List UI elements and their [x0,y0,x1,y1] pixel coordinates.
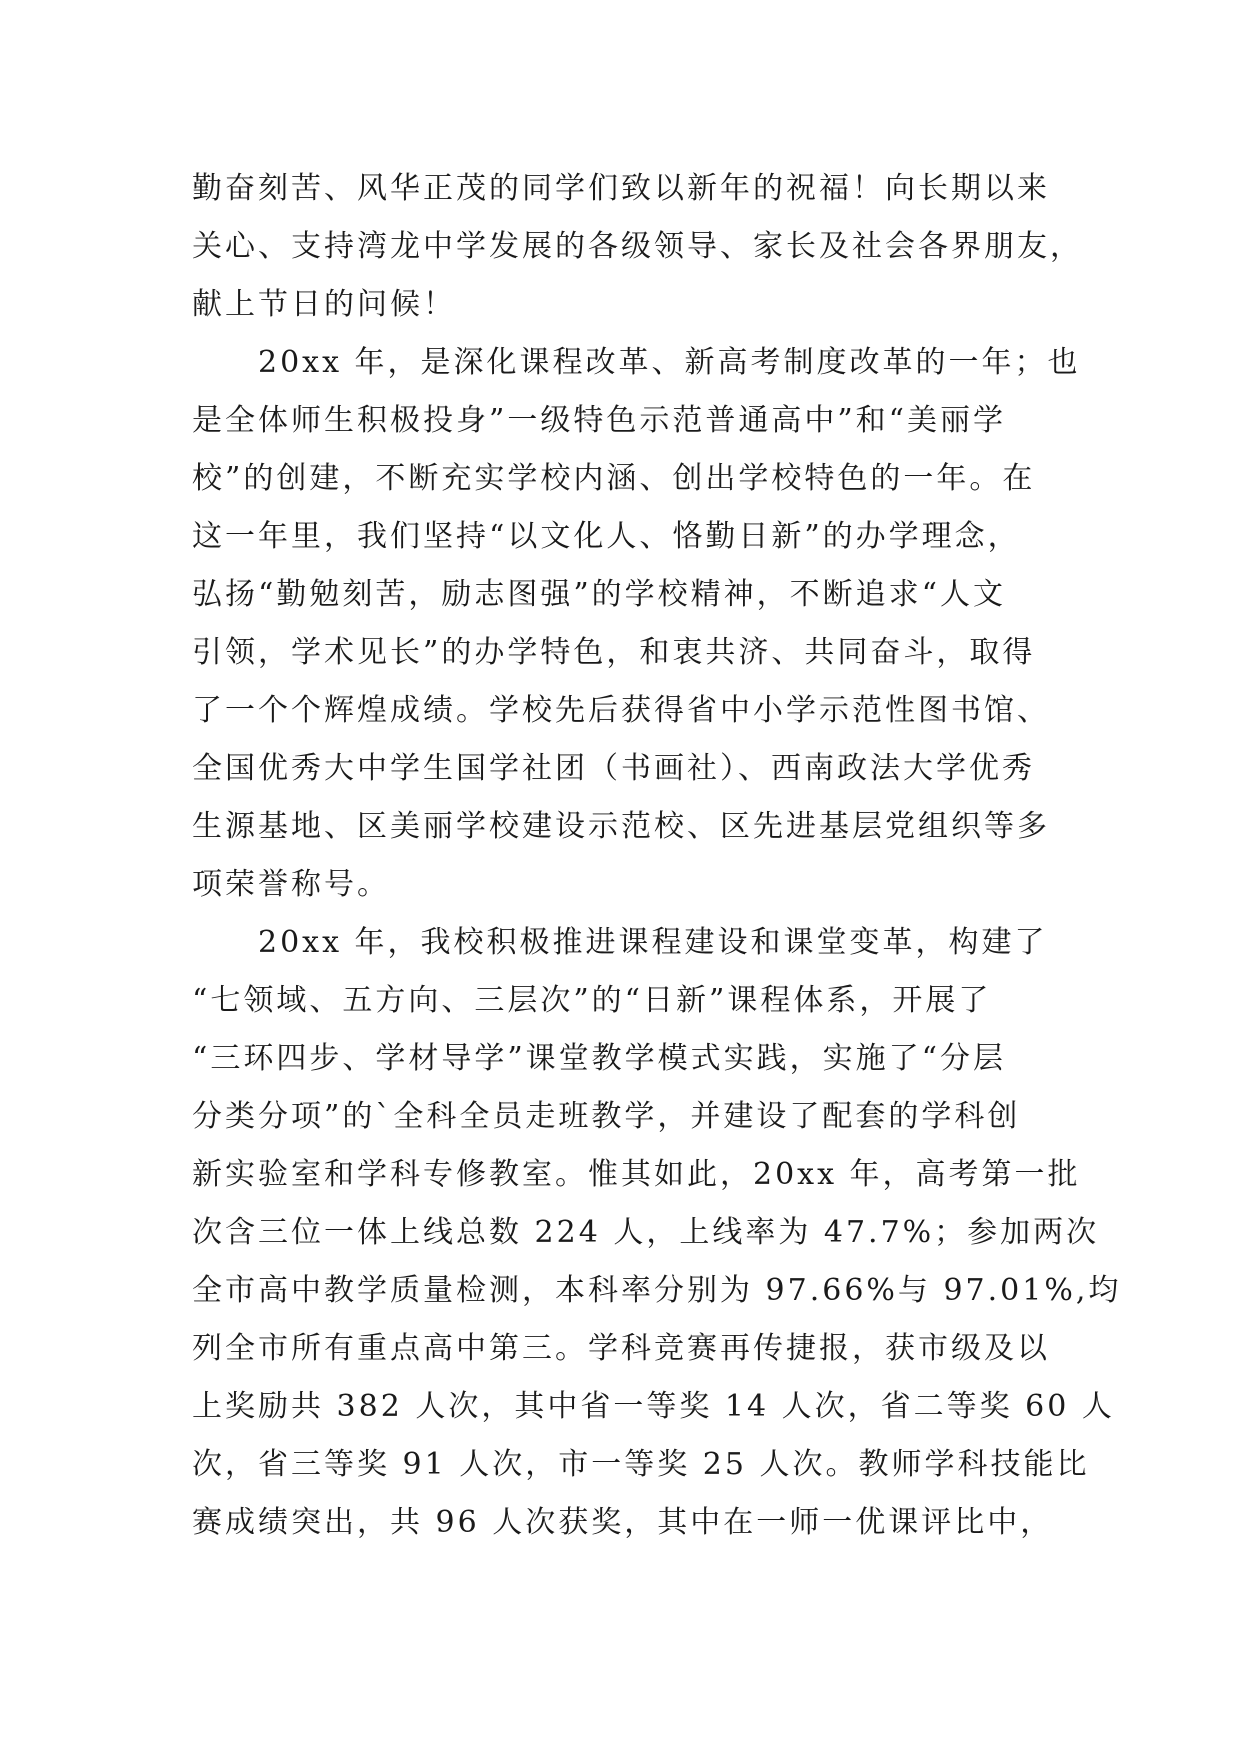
text-line: 全国优秀大中学生国学社团（书画社）、西南政法大学优秀 [192,751,1035,786]
text-line: 生源基地、区美丽学校建设示范校、区先进基层党组织等多 [192,809,1050,844]
text-line: “七领域、五方向、三层次”的“日新”课程体系，开展了 [192,983,992,1018]
text-line: 这一年里，我们坚持“以文化人、恪勤日新”的办学理念， [192,519,1021,554]
text-line: 列全市所有重点高中第三。学科竞赛再传捷报，获市级及以 [192,1331,1050,1366]
text-line: 是全体师生积极投身”一级特色示范普通高中”和“美丽学 [192,403,1007,438]
body-text [192,160,1122,1552]
text-line: 20xx 年，是深化课程改革、新高考制度改革的一年；也 [192,345,1081,380]
text-line: 校”的创建，不断充实学校内涵、创出学校特色的一年。在 [192,461,1036,496]
text-line: 项荣誉称号。 [192,867,390,902]
text-line: 勤奋刻苦、风华正茂的同学们致以新年的祝福！向长期以来 [192,171,1050,206]
text-line: 全市高中教学质量检测，本科率分别为 97.66%与 97.01%,均 [192,1273,1122,1308]
text-line: 新实验室和学科专修教室。惟其如此，20xx 年，高考第一批 [192,1157,1081,1192]
text-line: 20xx 年，我校积极推进课程建设和课堂变革，构建了 [192,925,1048,960]
text-line: 关心、支持湾龙中学发展的各级领导、家长及社会各界朋友， [192,229,1083,264]
text-line: 了一个个辉煌成绩。学校先后获得省中小学示范性图书馆、 [192,693,1050,728]
text-line: 次，省三等奖 91 人次，市一等奖 25 人次。教师学科技能比 [192,1447,1090,1482]
text-line: 次含三位一体上线总数 224 人，上线率为 47.7%；参加两次 [192,1215,1100,1250]
text-line: 引领，学术见长”的办学特色，和衷共济、共同奋斗，取得 [192,635,1036,670]
text-line: 弘扬“勤勉刻苦，励志图强”的学校精神，不断追求“人文 [192,577,1007,612]
text-line: 分类分项”的`全科全员走班教学，并建设了配套的学科创 [192,1099,1021,1134]
text-line: “三环四步、学材导学”课堂教学模式实践，实施了“分层 [192,1041,1007,1076]
text-line: 上奖励共 382 人次，其中省一等奖 14 人次，省二等奖 60 人 [192,1389,1115,1424]
text-line: 赛成绩突出，共 96 人次获奖，其中在一师一优课评比中， [192,1505,1054,1540]
text-line: 献上节日的问候！ [192,287,456,322]
